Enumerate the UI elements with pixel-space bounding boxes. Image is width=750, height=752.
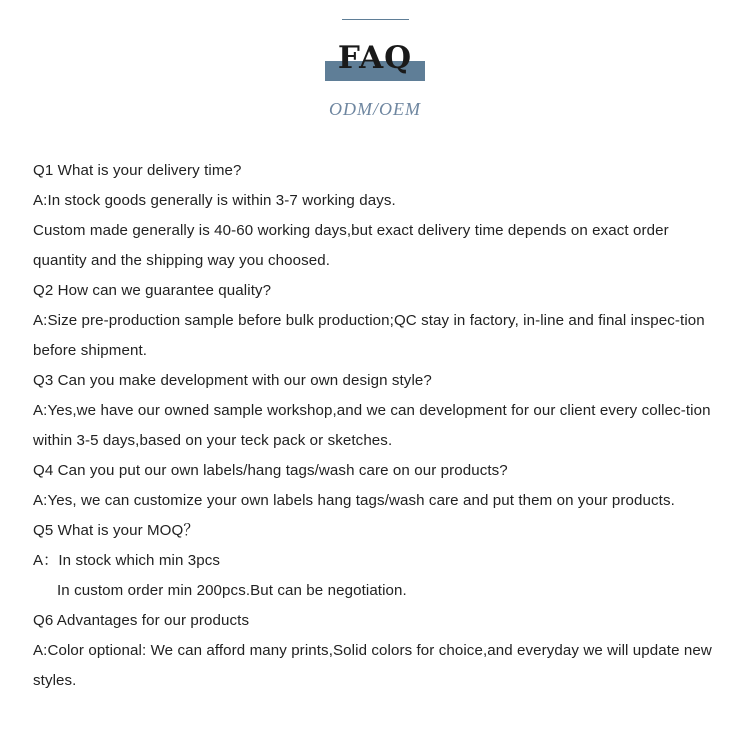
faq-question-5: Q5 What is your MOQ？ [33, 522, 199, 539]
faq-answer-5: A：In stock which min 3pcs [33, 552, 221, 569]
top-divider-line [342, 19, 409, 20]
faq-answer-1: A:In stock goods generally is within 3-7 working days. [33, 192, 396, 209]
faq-question-3: Q3 Can you make development with our own design style? [33, 372, 432, 389]
faq-question-4: Q4 Can you put our own labels/hang tags/wash care on our products? [33, 462, 508, 479]
faq-answer-5-continued: In custom order min 200pcs.But can be negotiation. [57, 582, 407, 599]
faq-answer-4: A:Yes, we can customize your own labels hang tags/wash care and put them on your products. [33, 492, 675, 509]
faq-question-2: Q2 How can we guarantee quality? [33, 282, 272, 299]
faq-answer-2: A:Size pre-production sample before bulk production;QC stay in factory, in-line and final inspec-tion before shipment. [33, 312, 705, 359]
page-subtitle: ODM/OEM [329, 99, 421, 119]
faq-answer-1-continued: Custom made generally is 40-60 working days,but exact delivery time depends on exact order quantity and the shipping way you choosed. [33, 222, 669, 269]
faq-answer-6: A:Color optional: We can afford many prints,Solid colors for choice,and everyday we will update new styles. [33, 642, 712, 689]
faq-answer-3: A:Yes,we have our owned sample workshop,and we can development for our client every collec-tion within 3-5 days,based on your teck pack or sketches. [33, 402, 711, 449]
faq-list [33, 156, 717, 696]
page-title: FAQ [337, 40, 413, 76]
faq-question-6: Q6 Advantages for our products [33, 612, 250, 629]
faq-question-1: Q1 What is your delivery time? [33, 162, 242, 179]
